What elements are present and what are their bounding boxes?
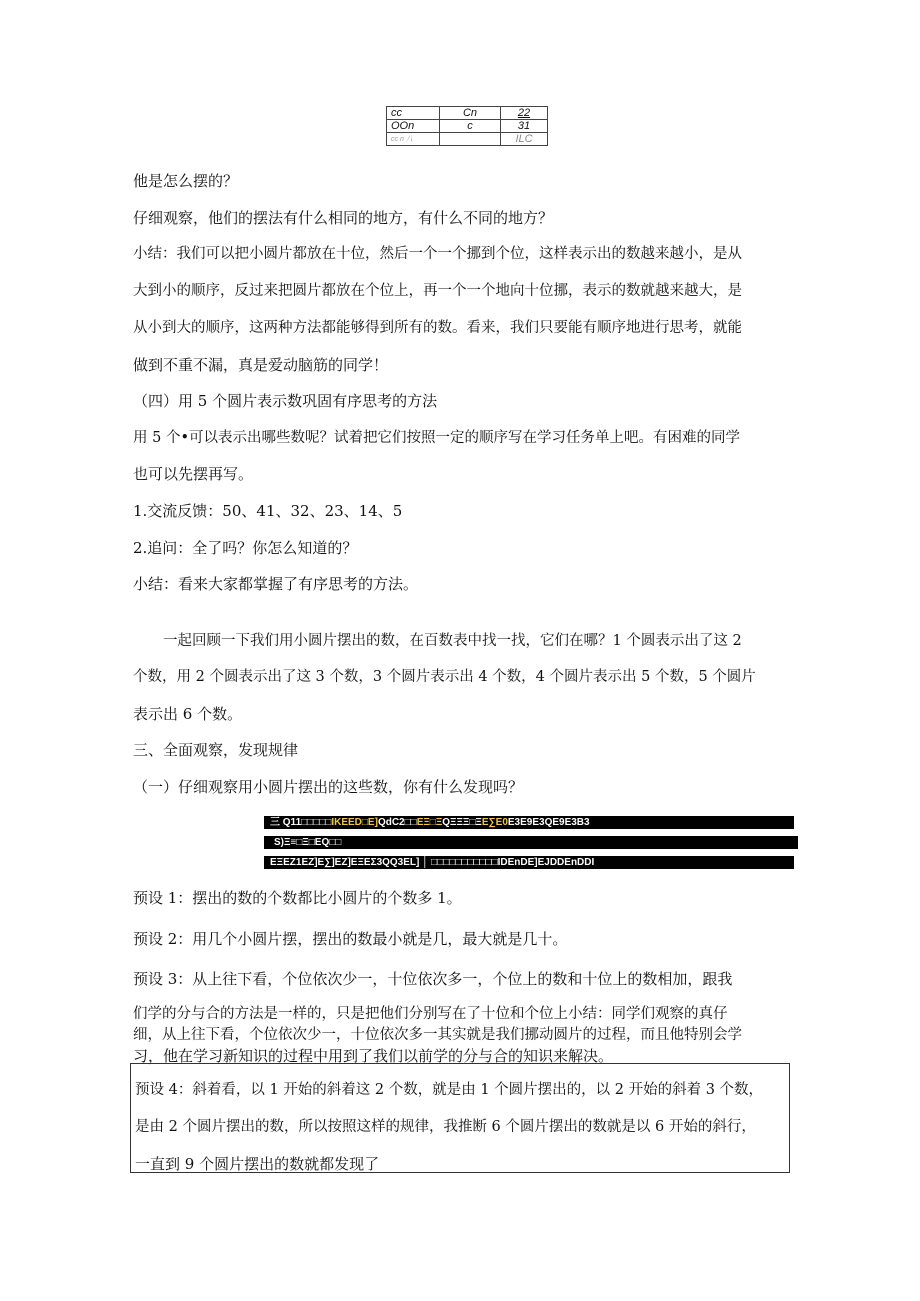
preset-line: 细，从上往下看，个位依次少一，十位依次多一其实就是我们挪动圆片的过程，而且他特别会学 bbox=[133, 1027, 742, 1043]
table-cell bbox=[440, 133, 501, 146]
preset-line: 是由 2 个圆片摆出的数，所以按照这样的规律，我推断 6 个圆片摆出的数就是以 6 开始的斜行， bbox=[135, 1119, 756, 1135]
garbled-bar: EΞEZ1EZ]E∑]EZ]EΞEΣ3QQ3EL] │ □□□□□□□□□□□IDEnDE]EJDDEnDDI bbox=[264, 856, 794, 869]
bar-text: QdC2□□ bbox=[377, 817, 417, 828]
bar-text: EΞ□Ξ bbox=[416, 817, 443, 828]
bar-text: E3E9E3QE9E3B3 bbox=[507, 817, 590, 828]
summary-line: 小结：我们可以把小圆片都放在十位，然后一个一个挪到个位，这样表示出的数越来越小，是从 bbox=[133, 246, 742, 262]
preset-line: 预设 4：斜着看，以 1 开始的斜着这 2 个数，就是由 1 个圆片摆出的，以 2 开始的斜着 3 个数， bbox=[135, 1082, 764, 1098]
preset-line: 习，他在学习新知识的过程中用到了我们以前学的分与合的知识来解决。 bbox=[133, 1047, 614, 1065]
summary-line: 做到不重不漏，真是爱动脑筋的同学！ bbox=[133, 356, 389, 374]
question-line: 他是怎么摆的？ bbox=[133, 172, 239, 190]
task-line: 也可以先摆再写。 bbox=[133, 465, 254, 483]
preset-line: 们学的分与合的方法是一样的，只是把他们分别写在了十位和个位上小结：同学们观察的真仔 bbox=[133, 1006, 728, 1022]
subsection-heading: （一）仔细观察用小圆片摆出的这些数，你有什么发现吗？ bbox=[133, 778, 524, 796]
preset-line: 预设 1：摆出的数的个数都比小圆片的个数多 1。 bbox=[133, 889, 462, 907]
bar-text: QΞΞΞ□Ξ bbox=[442, 817, 482, 828]
garbled-bar: S)Ξ≡□Ξ□EQ□□ bbox=[264, 836, 798, 849]
bar-text: 三 Q11□□□□□ bbox=[270, 817, 332, 828]
bar-text: E∑E0 bbox=[481, 817, 508, 828]
preset-4-box bbox=[130, 1063, 790, 1173]
table-cell: c bbox=[440, 120, 501, 133]
question-line: 仔细观察，他们的摆法有什么相同的地方，有什么不同的地方？ bbox=[133, 209, 554, 227]
preset-line: 预设 2：用几个小圆片摆，摆出的数最小就是几，最大就是几十。 bbox=[133, 930, 568, 948]
table-cell: ILC bbox=[501, 133, 548, 146]
feedback-line: 1.交流反馈：50、41、32、23、14、5 bbox=[133, 502, 403, 520]
table-cell: OOn bbox=[387, 120, 440, 133]
table-cell: Cn bbox=[440, 107, 501, 120]
garbled-bar bbox=[264, 816, 794, 829]
table-cell-text: 22 bbox=[517, 107, 531, 119]
table-row bbox=[387, 133, 548, 146]
table-row bbox=[387, 120, 548, 133]
section-heading: （四）用 5 个圆片表示数巩固有序思考的方法 bbox=[133, 392, 438, 410]
preset-line: 预设 3：从上往下看，个位依次少一，十位依次多一，个位上的数和十位上的数相加，跟我 bbox=[133, 970, 733, 988]
summary-line: 小结：看来大家都掌握了有序思考的方法。 bbox=[133, 575, 419, 593]
number-table bbox=[386, 106, 548, 146]
review-line: 表示出 6 个数。 bbox=[133, 705, 243, 723]
table-cell bbox=[501, 107, 548, 120]
bar-text: IKEED□E] bbox=[331, 817, 378, 828]
preset-line: 一直到 9 个圆片摆出的数就都发现了 bbox=[135, 1155, 380, 1173]
summary-line: 大到小的顺序，反过来把圆片都放在个位上，再一个一个地向十位挪，表示的数就越来越大，是 bbox=[133, 283, 742, 299]
table-cell: cc n 八 bbox=[387, 133, 440, 146]
review-line: 一起回顾一下我们用小圆片摆出的数，在百数表中找一找，它们在哪？1 个圆表示出了这 2 bbox=[163, 633, 742, 649]
table-cell: cc bbox=[387, 107, 440, 120]
review-line: 个数，用 2 个圆表示出了这 3 个数，3 个圆片表示出 4 个数，4 个圆片表示出 5 个数，5 个圆片 bbox=[133, 669, 756, 685]
table-cell: 31 bbox=[501, 120, 548, 133]
table-row bbox=[387, 107, 548, 120]
followup-line: 2.追问：全了吗？你怎么知道的？ bbox=[133, 539, 358, 557]
section-heading: 三、全面观察，发现规律 bbox=[133, 741, 299, 759]
task-line: 用 5 个•可以表示出哪些数呢？试着把它们按照一定的顺序写在学习任务单上吧。有困难的同学 bbox=[133, 430, 740, 446]
summary-line: 从小到大的顺序，这两种方法都能够得到所有的数。看来，我们只要能有顺序地进行思考，就能 bbox=[133, 320, 742, 336]
